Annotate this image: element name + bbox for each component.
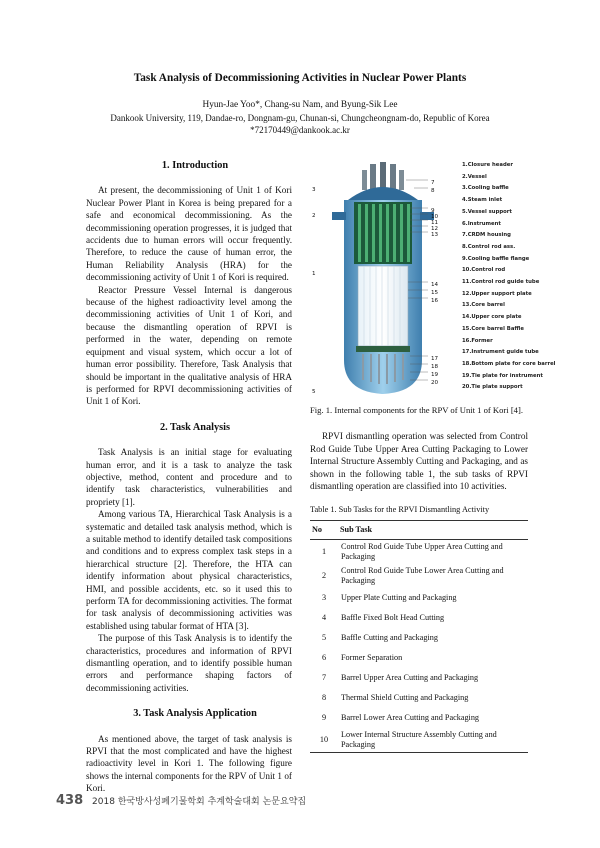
bottom-plate	[356, 346, 410, 352]
callout-label: 15	[431, 290, 439, 296]
component-legend-item: 10.Control rod	[462, 267, 506, 274]
table-row	[310, 728, 528, 753]
callout-label: 13	[431, 232, 439, 238]
table-row	[310, 539, 528, 564]
callout-label: 20	[431, 380, 439, 386]
table-header-subtask: Sub Task	[338, 520, 528, 539]
crdm-housing	[362, 162, 404, 190]
right-paragraph-1: RPVI dismantling operation was selected from Control Rod Guide Tube Upper Area Cutting Packaging to Lower Internal Structure Assembly Cutting and Packaging, and as shown in the following table 1, the sub tasks of RPVI dismantling operation are classified into 10 activities.	[310, 431, 528, 492]
component-legend-item: 9.Cooling baffle flange	[462, 255, 530, 262]
task-analysis-paragraph-1: Task Analysis is an initial stage for evaluating human error, and it is a task to analyze the task objective, method, content and procedure and to identify task characteristics, vulnerabilities and propriety [1].	[86, 447, 292, 507]
component-legend-item: 15.Core barrel Baffle	[462, 325, 524, 332]
component-legend-item: 8.Control rod ass.	[462, 243, 516, 250]
component-legend-item: 20.Tie plate support	[462, 384, 523, 391]
table-row	[310, 668, 528, 688]
right-column	[310, 160, 556, 753]
callout-label: 14	[431, 282, 439, 288]
footer-text: 2018 한국방사성폐기물학회 추계학술대회 논문요약집	[92, 797, 307, 807]
callout-label: 11	[431, 220, 439, 226]
component-legend-item: 6.Instrument	[462, 220, 501, 227]
table-cell-no: 9	[321, 712, 327, 722]
guide-tubes	[354, 202, 412, 264]
callout-label: 16	[431, 298, 439, 304]
callout-label: 18	[431, 364, 439, 370]
callout-label: 7	[431, 180, 435, 186]
table-cell-no: 10	[310, 728, 338, 753]
component-legend-item: 4.Steam inlet	[462, 197, 503, 204]
task-analysis-paragraph-3: The purpose of this Task Analysis is to identify the characteristics, procedures and information of RPVI dismantling operation, and to identify possible human errors and performance shaping factors of decommissioning activities.	[86, 633, 292, 693]
table-cell-no: 6	[321, 652, 327, 662]
left-label: 2	[312, 213, 316, 219]
left-label: 3	[312, 187, 316, 193]
authors: Hyun-Jae Yoo*, Chang-su Nam, and Byung-Sik Lee	[202, 100, 398, 110]
task-analysis-heading: 2. Task Analysis	[159, 421, 231, 433]
component-legend-item: 3.Cooling baffle	[462, 185, 509, 192]
left-label: 5	[312, 389, 316, 395]
table-cell-no: 1	[321, 546, 327, 556]
left-label: 1	[312, 271, 316, 277]
table-row	[310, 608, 528, 628]
table-row	[310, 628, 528, 648]
table-row	[310, 648, 528, 668]
table-cell-task: Former Separation	[341, 652, 403, 662]
component-legend-item: 12.Upper support plate	[462, 290, 532, 297]
table-row	[310, 564, 528, 588]
component-legend-item: 13.Core barrel	[462, 302, 505, 309]
table-cell-no: 5	[321, 632, 327, 642]
rpv-figure	[310, 160, 556, 400]
closure-head	[348, 187, 418, 200]
table-cell-task: Upper Plate Cutting and Packaging	[341, 592, 457, 602]
component-legend-item: 11.Control rod guide tube	[462, 279, 540, 286]
affiliation: Dankook University, 119, Dandae-ro, Dongnam-gu, Chunan-si, Chungcheongnam-do, Republic of Korea	[110, 113, 490, 123]
application-paragraph-1: As mentioned above, the target of task analysis is RPVI that the most complicated and have the highest radioactivity level in Kori 1. The following figure shows the internal components for the RPV of Unit 1 of Kori.	[86, 733, 292, 794]
component-legend-item: 19.Tie plate for instrument	[462, 372, 543, 379]
table-cell-task: Barrel Lower Area Cutting and Packaging	[341, 712, 480, 722]
table-cell-no: 8	[321, 692, 327, 702]
core-barrel	[358, 266, 408, 346]
table-cell-task: Thermal Shield Cutting and Packaging	[341, 692, 469, 702]
intro-paragraph-1: At present, the decommissioning of Unit 1 of Kori Nuclear Power Plant in Korea is being prepared for a safe and economical decommissioning. As the decommissioning operation progresses, it is judged that accidents due to human errors will occur frequently. Therefore, to reduce the cause of human error, the Human Reliability Analysis (HRA) for the decommissioning activity of Unit 1 of Kori is required.	[86, 185, 292, 283]
component-legend-item: 7.CRDM housing	[462, 232, 511, 239]
callout-label: 8	[431, 188, 435, 194]
table-cell-task: Barrel Upper Area Cutting and Packaging	[341, 672, 479, 682]
component-legend-item: 14.Upper core plate	[462, 314, 522, 321]
component-legend-item: 18.Bottom plate for core barrel	[462, 360, 556, 367]
table-row	[310, 588, 528, 608]
callout-label: 9	[431, 208, 435, 214]
table-row	[310, 688, 528, 708]
table-cell-task: Baffle Fixed Bolt Head Cutting	[341, 612, 445, 622]
paper-title: Task Analysis of Decommissioning Activities in Nuclear Power Plants	[133, 72, 467, 84]
table-cell-task: Lower Internal Structure Assembly Cutting and Packaging	[338, 728, 528, 753]
intro-paragraph-2: Reactor Pressure Vessel Internal is dangerous because of the highest radioactivity level among the decommissioning activities of Unit 1 of Kori, and because the dismantling operation of RPVI is performed in the water, depending on remote equipment and visual system, which occur a lot of human error possibility. Therefore, Task Analysis that should be important in the qualitative analysis of HRA is performed for RPVI decommissioning activities of Unit 1 of Kori.	[86, 284, 292, 407]
component-legend-item: 5.Vessel support	[462, 208, 512, 215]
subtask-table	[310, 520, 528, 753]
page-footer	[56, 793, 306, 808]
callout-label: 17	[431, 356, 439, 362]
table-header-no: No	[310, 520, 338, 539]
table-cell-task: Control Rod Guide Tube Lower Area Cutting and Packaging	[341, 565, 504, 585]
table-cell-task: Control Rod Guide Tube Upper Area Cutting and Packaging	[341, 541, 503, 561]
callout-label: 12	[431, 226, 439, 232]
component-legend-item: 17.Instrument guide tube	[462, 349, 539, 356]
callout-label: 19	[431, 372, 439, 378]
component-legend-item: 1.Closure header	[462, 162, 513, 168]
table-cell-no: 7	[321, 672, 327, 682]
component-legend-item: 2.Vessel	[462, 173, 487, 180]
table-cell-no: 4	[321, 612, 327, 622]
table-caption: Table 1. Sub Tasks for the RPVI Dismantling Activity	[310, 505, 490, 515]
callout-label: 10	[431, 214, 439, 220]
table-row	[310, 708, 528, 728]
table-cell-task: Baffle Cutting and Packaging	[341, 632, 438, 642]
task-analysis-paragraph-2: Among various TA, Hierarchical Task Analysis is a systematic and detailed task analysis method, which is a suitable method to identify detailed task compositions and conditions and to express complex task steps in a hierarchical structure [2]. Therefore, the HTA can identify information about physical characteristics, HMI, and possible accidents, etc. so it used this to perform TA for decommissioning activities. The format for task analysis of decommissioning activities was established using tabular format of HTA [3].	[86, 509, 292, 631]
application-heading: 3. Task Analysis Application	[133, 708, 257, 720]
table-cell-no: 3	[321, 592, 327, 602]
email: *72170449@dankook.ac.kr	[250, 125, 350, 135]
component-legend	[462, 160, 556, 394]
component-legend-item: 16.Former	[462, 337, 493, 344]
table-cell-no: 2	[321, 570, 327, 580]
intro-heading: 1. Introduction	[161, 160, 229, 171]
left-column	[86, 160, 292, 795]
figure-caption: Fig. 1. Internal components for the RPV of Unit 1 of Kori [4].	[310, 405, 523, 415]
page-number: 438	[56, 793, 84, 808]
